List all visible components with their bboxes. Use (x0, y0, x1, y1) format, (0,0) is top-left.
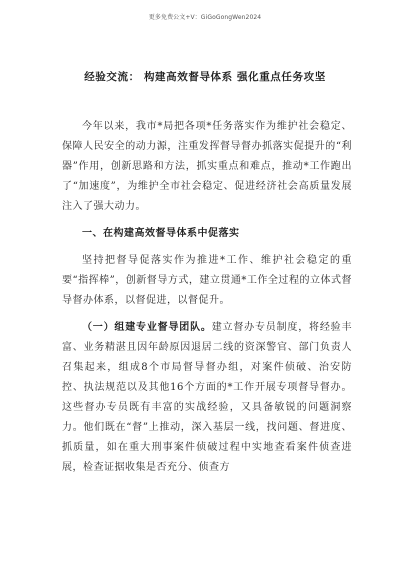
subsection-1-paragraph (62, 318, 352, 478)
intro-paragraph: 今年以来，我市*局把各项*任务落实作为维护社会稳定、保障人民安全的动力源，注重发挥督导督办抓落实促提升的“利器”作用，创新思路和方法，抓实重点和难点，推动*工作跑出了“加速度”，为维护全市社会稳定、促进经济社会高质量发展注入了强大动力。 (62, 121, 352, 212)
subsection-1-text: 建立督办专员制度，将经验丰富、业务精湛且因年龄原因退居二线的资深警官、部门负责人召集起来，组成8个市局督导督办组，对案件侦破、治安防控、执法规范以及其他16个方面的*工作开展专项督导督办。这些督办专员既有丰富的实战经验，又具备敏锐的问题洞察力。他们既在“督”上推动，深入基层一线，找问题、督进度、抓质量，如在重大刑事案件侦破过程中实地查看案件侦查进展，检查证据收集是否充分、侦查方 (62, 322, 352, 473)
document-body (62, 117, 352, 478)
section-heading-1: 一、在构建高效督导体系中促落实 (82, 228, 240, 239)
section-1-paragraph: 坚持把督导促落实作为推进*工作、维护社会稳定的重要“指挥棒”，创新督导方式，建立贯通*工作全过程的立体式督导督办体系，以督促进，以督促升。 (62, 255, 352, 306)
document-title: 经验交流： 构建高效督导体系 强化重点任务攻坚 (84, 71, 326, 83)
promo-watermark-note: 更多免费公文+V：GiGoGongWen2024 (148, 14, 262, 21)
subsection-heading-1: （一）组建专业督导团队。 (82, 322, 212, 333)
